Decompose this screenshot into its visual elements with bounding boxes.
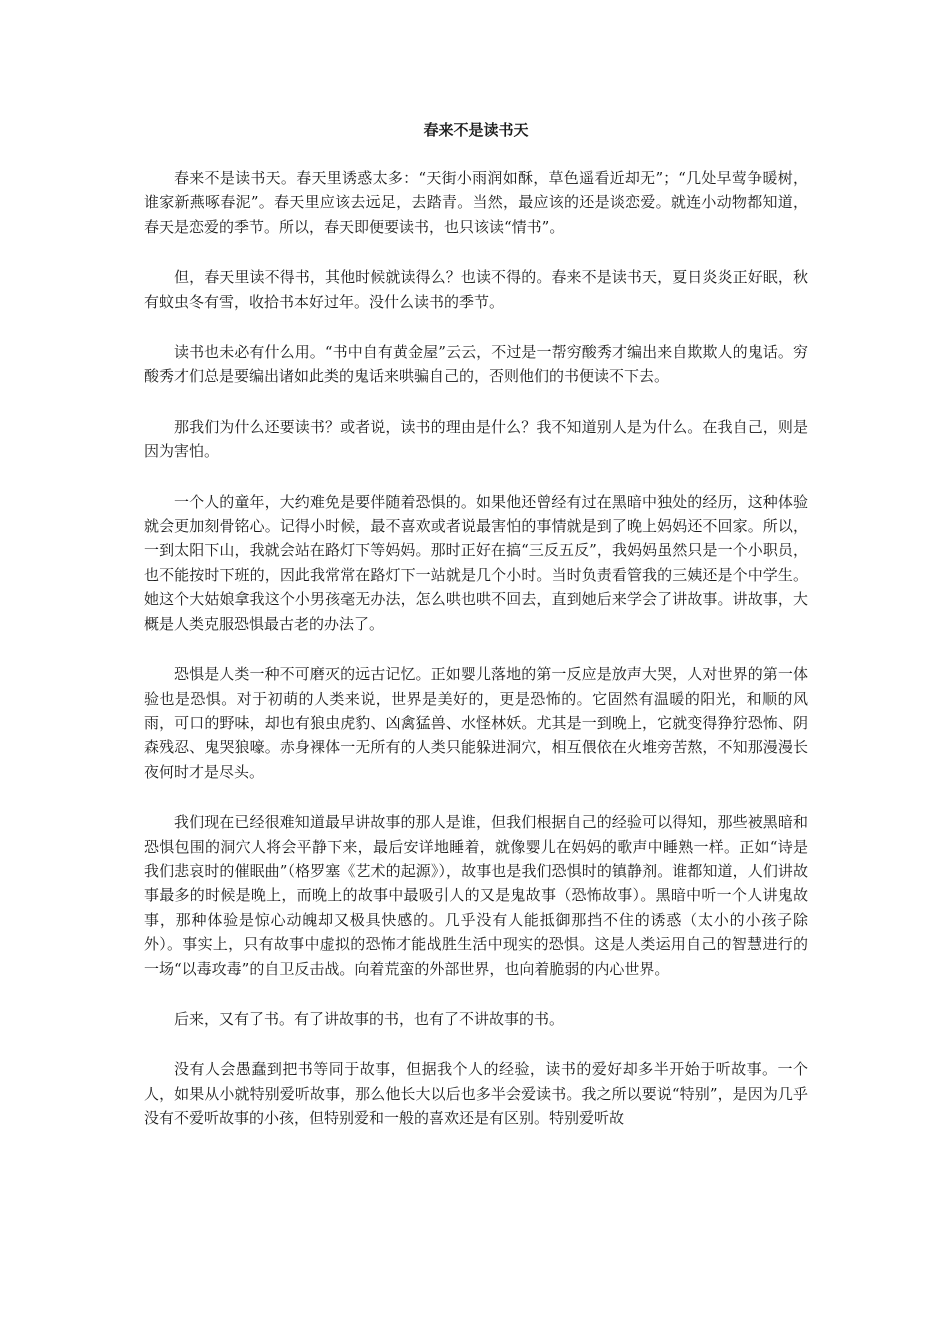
paragraph: 那我们为什么还要读书？或者说，读书的理由是什么？我不知道别人是为什么。在我自己，则是因为害怕。 [144, 417, 808, 461]
paragraph: 后来，又有了书。有了讲故事的书，也有了不讲故事的书。 [174, 1009, 565, 1028]
paragraph: 春来不是读书天。春天里诱惑太多：“天街小雨润如酥，草色遥看近却无”；“几处早莺争暖树，谁家新燕啄春泥”。春天里应该去远足，去踏青。当然，最应该的还是谈恋爱。就连小动物都知道，春天是恋爱的季节。所以，春天即便要读书，也只该读“情书”。 [144, 169, 808, 236]
document-title: 春来不是读书天 [423, 121, 529, 139]
paragraph: 读书也未必有什么用。“书中自有黄金屋”云云，不过是一帮穷酸秀才编出来自欺欺人的鬼话。穷酸秀才们总是要编出诸如此类的鬼话来哄骗自己的，否则他们的书便读不下去。 [144, 343, 808, 386]
document-page [144, 118, 808, 1157]
paragraph: 但，春天里读不得书，其他时候就读得么？也读不得的。春来不是读书天，夏日炎炎正好眠，秋有蚊虫冬有雪，收拾书本好过年。没什么读书的季节。 [144, 268, 808, 311]
paragraph: 我们现在已经很难知道最早讲故事的那人是谁，但我们根据自己的经验可以得知，那些被黑暗和恐惧包围的洞穴人将会平静下来，最后安详地睡着，就像婴儿在妈妈的歌声中睡熟一样。正如“诗是我们悲哀时的催眠曲”（格罗塞《艺术的起源》），故事也是我们恐惧时的镇静剂。谁都知道，人们讲故事最多的时候是晚上，而晚上的故事中最吸引人的又是鬼故事（恐怖故事）。黑暗中听一个人讲鬼故事，那种体验是惊心动魄却又极具快感的。几乎没有人能抵御那挡不住的诱惑（太小的小孩子除外）。事实上，只有故事中虚拟的恐怖才能战胜生活中现实的恐惧。这是人类运用自己的智慧进行的一场“以毒攻毒”的自卫反击战。向着荒蛮的外部世界，也向着脆弱的内心世界。 [144, 813, 808, 978]
paragraph: 恐惧是人类一种不可磨灭的远古记忆。正如婴儿落地的第一反应是放声大哭，人对世界的第一体验也是恐惧。对于初萌的人类来说，世界是美好的，更是恐怖的。它固然有温暖的阳光，和顺的风雨，可口的野味，却也有狼虫虎豹、凶禽猛兽、水怪林妖。尤其是一到晚上，它就变得狰狞恐怖、阴森残忍、鬼哭狼嚎。赤身裸体一无所有的人类只能躲进洞穴，相互偎依在火堆旁苦熬，不知那漫漫长夜何时才是尽头。 [144, 665, 808, 781]
paragraph: 一个人的童年，大约难免是要伴随着恐惧的。如果他还曾经有过在黑暗中独处的经历，这种体验就会更加刻骨铭心。记得小时候，最不喜欢或者说最害怕的事情就是到了晚上妈妈还不回家。所以，一到太阳下山，我就会站在路灯下等妈妈。那时正好在搞“三反五反”，我妈妈虽然只是一个小职员，也不能按时下班的，因此我常常在路灯下一站就是几个小时。当时负责看管我的三姨还是个中学生。她这个大姑娘拿我这个小男孩毫无办法，怎么哄也哄不回去，直到她后来学会了讲故事。讲故事，大概是人类克服恐惧最古老的办法了。 [144, 492, 808, 633]
paragraph: 没有人会愚蠢到把书等同于故事，但据我个人的经验，读书的爱好却多半开始于听故事。一个人，如果从小就特别爱听故事，那么他长大以后也多半会爱读书。我之所以要说“特别”，是因为几乎没有不爱听故事的小孩，但特别爱和一般的喜欢还是有区别。特别爱听故 [144, 1060, 808, 1128]
